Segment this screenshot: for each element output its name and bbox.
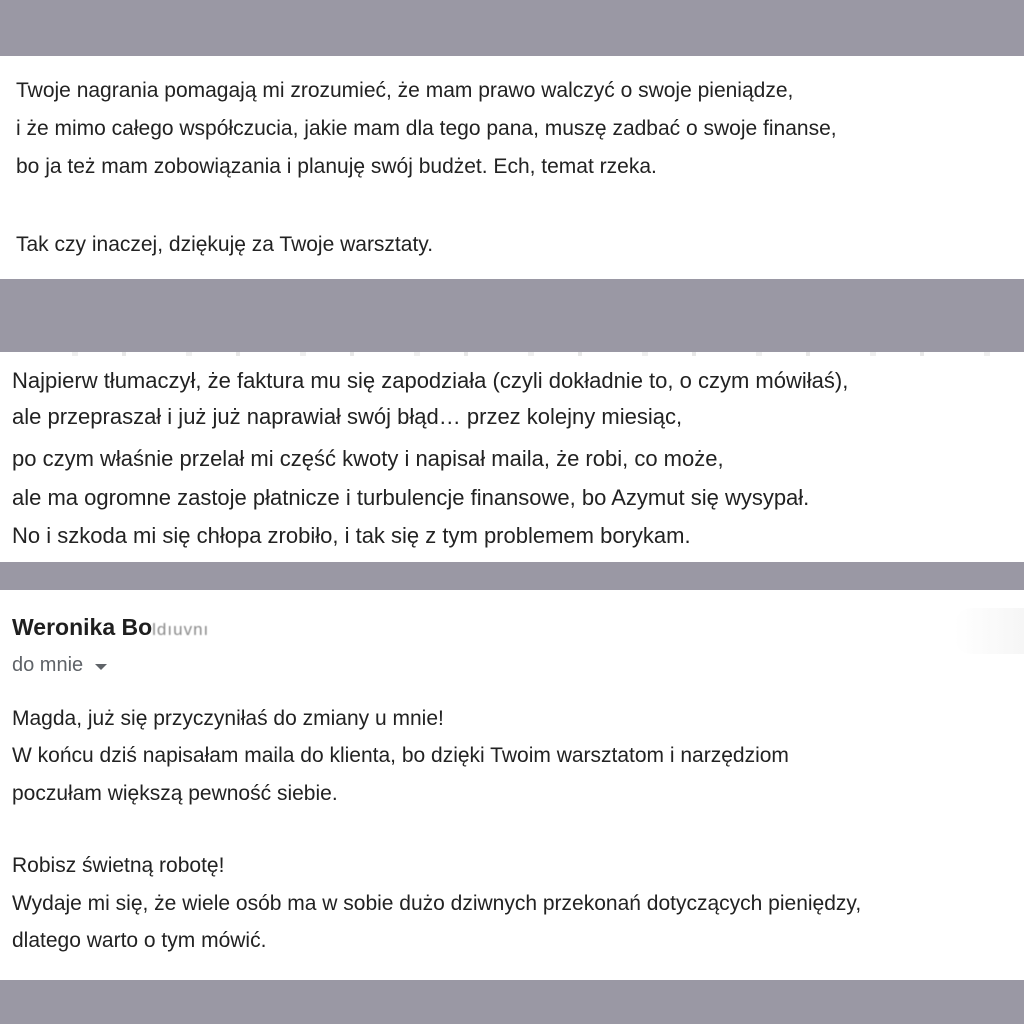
email-text-line: poczułam większą pewność siebie.: [12, 782, 338, 805]
email-text-line: Wydaje mi się, że wiele osób ma w sobie dużo dziwnych przekonań dotyczących pieniędzy,: [12, 892, 862, 915]
email-text-line: No i szkoda mi się chłopa zrobiło, i tak się z tym problemem borykam.: [12, 523, 691, 548]
email-text-line: W końcu dziś napisałam maila do klienta, bo dzięki Twoim warsztatom i narzędziom: [12, 744, 789, 767]
caret-down-icon: [95, 664, 107, 670]
email-text-line: dlatego warto o tym mówić.: [12, 929, 267, 952]
email-text-line: ale przepraszał i już już naprawiał swój błąd… przez kolejny miesiąc,: [12, 404, 683, 429]
recipient-details-toggle[interactable]: [12, 654, 107, 677]
email-text-line: Magda, już się przyczyniłaś do zmiany u mnie!: [12, 707, 444, 730]
sender-name[interactable]: [12, 614, 209, 641]
email-text-line: Najpierw tłumaczył, że faktura mu się zapodziała (czyli dokładnie to, o czym mówiłaś),: [12, 368, 849, 393]
email-text-line: ale ma ogromne zastoje płatnicze i turbulencje finansowe, bo Azymut się wysypał.: [12, 485, 810, 510]
email-fragment-2: [0, 352, 1024, 562]
email-fragment-1: [0, 56, 1024, 279]
email-text-line: Robisz świetną robotę!: [12, 854, 225, 877]
recipient-label: do mnie: [12, 654, 84, 676]
email-text-line: bo ja też mam zobowiązania i planuję swój budżet. Ech, temat rzeka.: [16, 155, 657, 178]
sender-name-obscured: ldıuvnı: [152, 620, 210, 639]
email-text-line: Twoje nagrania pomagają mi zrozumieć, że mam prawo walczyć o swoje pieniądze,: [16, 79, 794, 102]
sender-name-visible: Weronika Bo: [12, 614, 153, 640]
email-text-line: Tak czy inaczej, dziękuję za Twoje warsztaty.: [16, 233, 434, 256]
clipped-text-row: [12, 352, 1012, 356]
email-text-line: po czym właśnie przelał mi część kwoty i napisał maila, że robi, co może,: [12, 446, 724, 471]
header-actions-placeholder: [954, 608, 1024, 654]
email-text-line: i że mimo całego współczucia, jakie mam dla tego pana, muszę zadbać o swoje finanse,: [16, 117, 837, 140]
email-message: [0, 590, 1024, 980]
